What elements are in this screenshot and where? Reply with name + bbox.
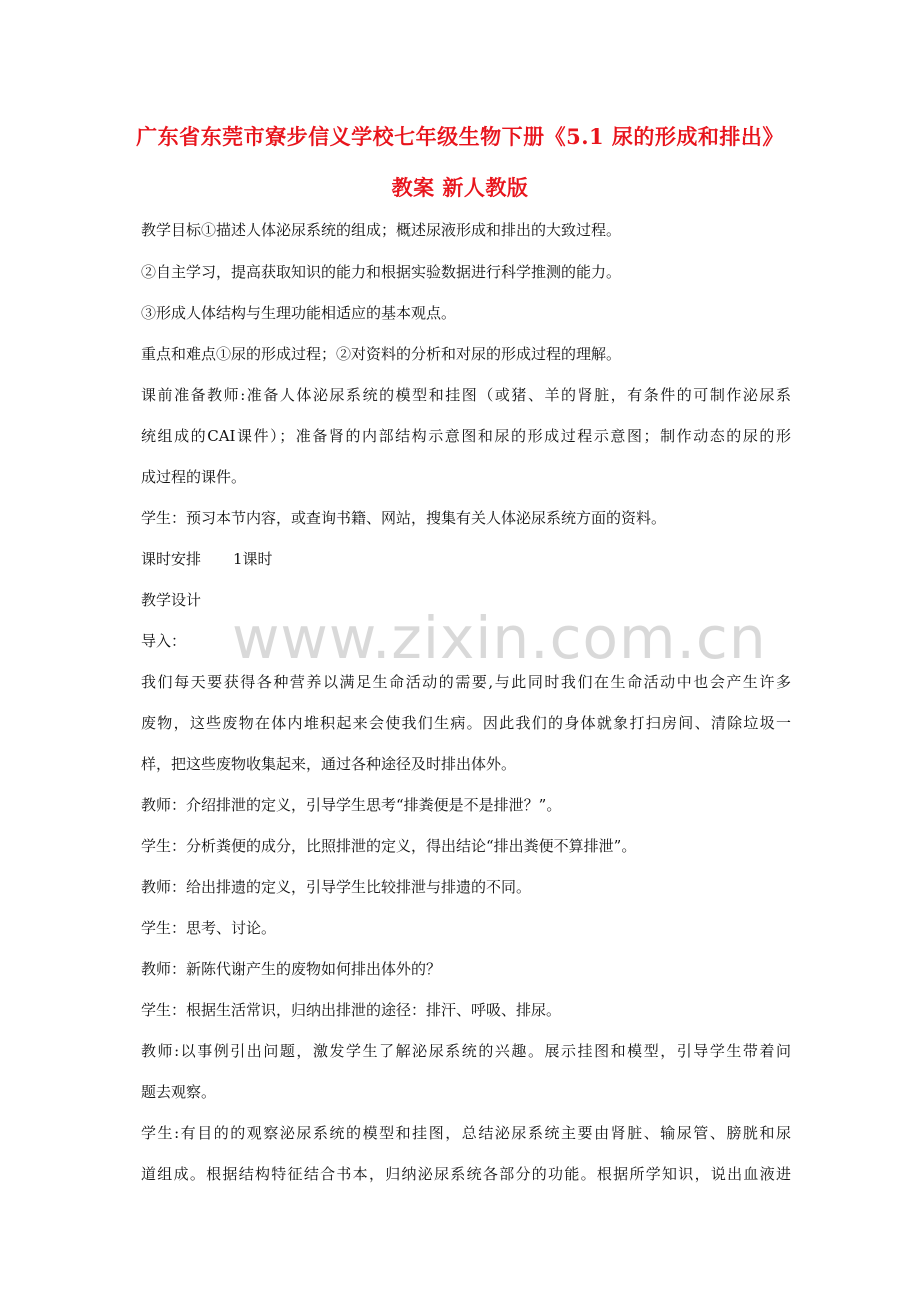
intro-line-2: 废物，这些废物在体内堆积起来会使我们生病。因此我们的身体就象打扫房间、清除垃圾一 — [141, 714, 791, 732]
key-points-line: 重点和难点①尿的形成过程；②对资料的分析和对尿的形成过程的理解。 — [141, 345, 622, 363]
document-title-line-2: 教案 新人教版 — [391, 175, 529, 200]
teacher-line-1: 教师：介绍排泄的定义，引导学生思考“排粪便是不是排泄？”。 — [141, 796, 562, 814]
student-line-1: 学生：分析粪便的成分，比照排泄的定义，得出结论“排出粪便不算排泄”。 — [141, 837, 637, 855]
student-line-2: 学生：思考、讨论。 — [141, 919, 277, 937]
preparation-line-1: 课前准备教师:准备人体泌尿系统的模型和挂图（或猪、羊的肾脏，有条件的可制作泌尿系 — [141, 386, 791, 404]
preparation-line-2: 统组成的CAI课件）；准备肾的内部结构示意图和尿的形成过程示意图；制作动态的尿的形 — [141, 427, 791, 445]
watermark: www.zixin.com.cn — [232, 604, 767, 672]
intro-line-1: 我们每天要获得各种营养以满足生命活动的需要,与此同时我们在生命活动中也会产生许多 — [141, 673, 791, 691]
schedule-label: 课时安排 — [141, 550, 202, 568]
preparation-line-3: 成过程的课件。 — [141, 468, 247, 486]
objectives-line-1: 教学目标①描述人体泌尿系统的组成；概述尿液形成和排出的大致过程。 — [141, 221, 622, 239]
student-line-4a: 学生:有目的的观察泌尿系统的模型和挂图，总结泌尿系统主要由肾脏、输尿管、膀胱和尿 — [141, 1124, 791, 1142]
intro-heading: 导入： — [141, 632, 187, 650]
objectives-line-3: ③形成人体结构与生理功能相适应的基本观点。 — [141, 304, 457, 322]
document-title-line-1: 广东省东莞市寮步信义学校七年级生物下册《5.1 尿的形成和排出》 — [136, 124, 784, 149]
objectives-line-2: ②自主学习，提高获取知识的能力和根据实验数据进行科学推测的能力。 — [141, 263, 622, 281]
schedule-value: 1课时 — [233, 550, 273, 568]
teacher-line-2: 教师：给出排遗的定义，引导学生比较排泄与排遗的不同。 — [141, 878, 532, 896]
student-prep-line: 学生：预习本节内容，或查询书籍、网站，搜集有关人体泌尿系统方面的资料。 — [141, 509, 667, 527]
teacher-line-4b: 题去观察。 — [141, 1083, 217, 1101]
teacher-line-4a: 教师:以事例引出问题，激发学生了解泌尿系统的兴趣。展示挂图和模型，引导学生带着问 — [141, 1042, 791, 1060]
student-line-3: 学生：根据生活常识，归纳出排泄的途径：排汗、呼吸、排尿。 — [141, 1001, 562, 1019]
student-line-4b: 道组成。根据结构特征结合书本，归纳泌尿系统各部分的功能。根据所学知识，说出血液进 — [141, 1165, 791, 1183]
schedule-line — [141, 549, 791, 569]
design-heading: 教学设计 — [141, 591, 202, 609]
intro-line-3: 样，把这些废物收集起来，通过各种途径及时排出体外。 — [141, 755, 517, 773]
teacher-line-3: 教师：新陈代谢产生的废物如何排出体外的？ — [141, 960, 442, 978]
